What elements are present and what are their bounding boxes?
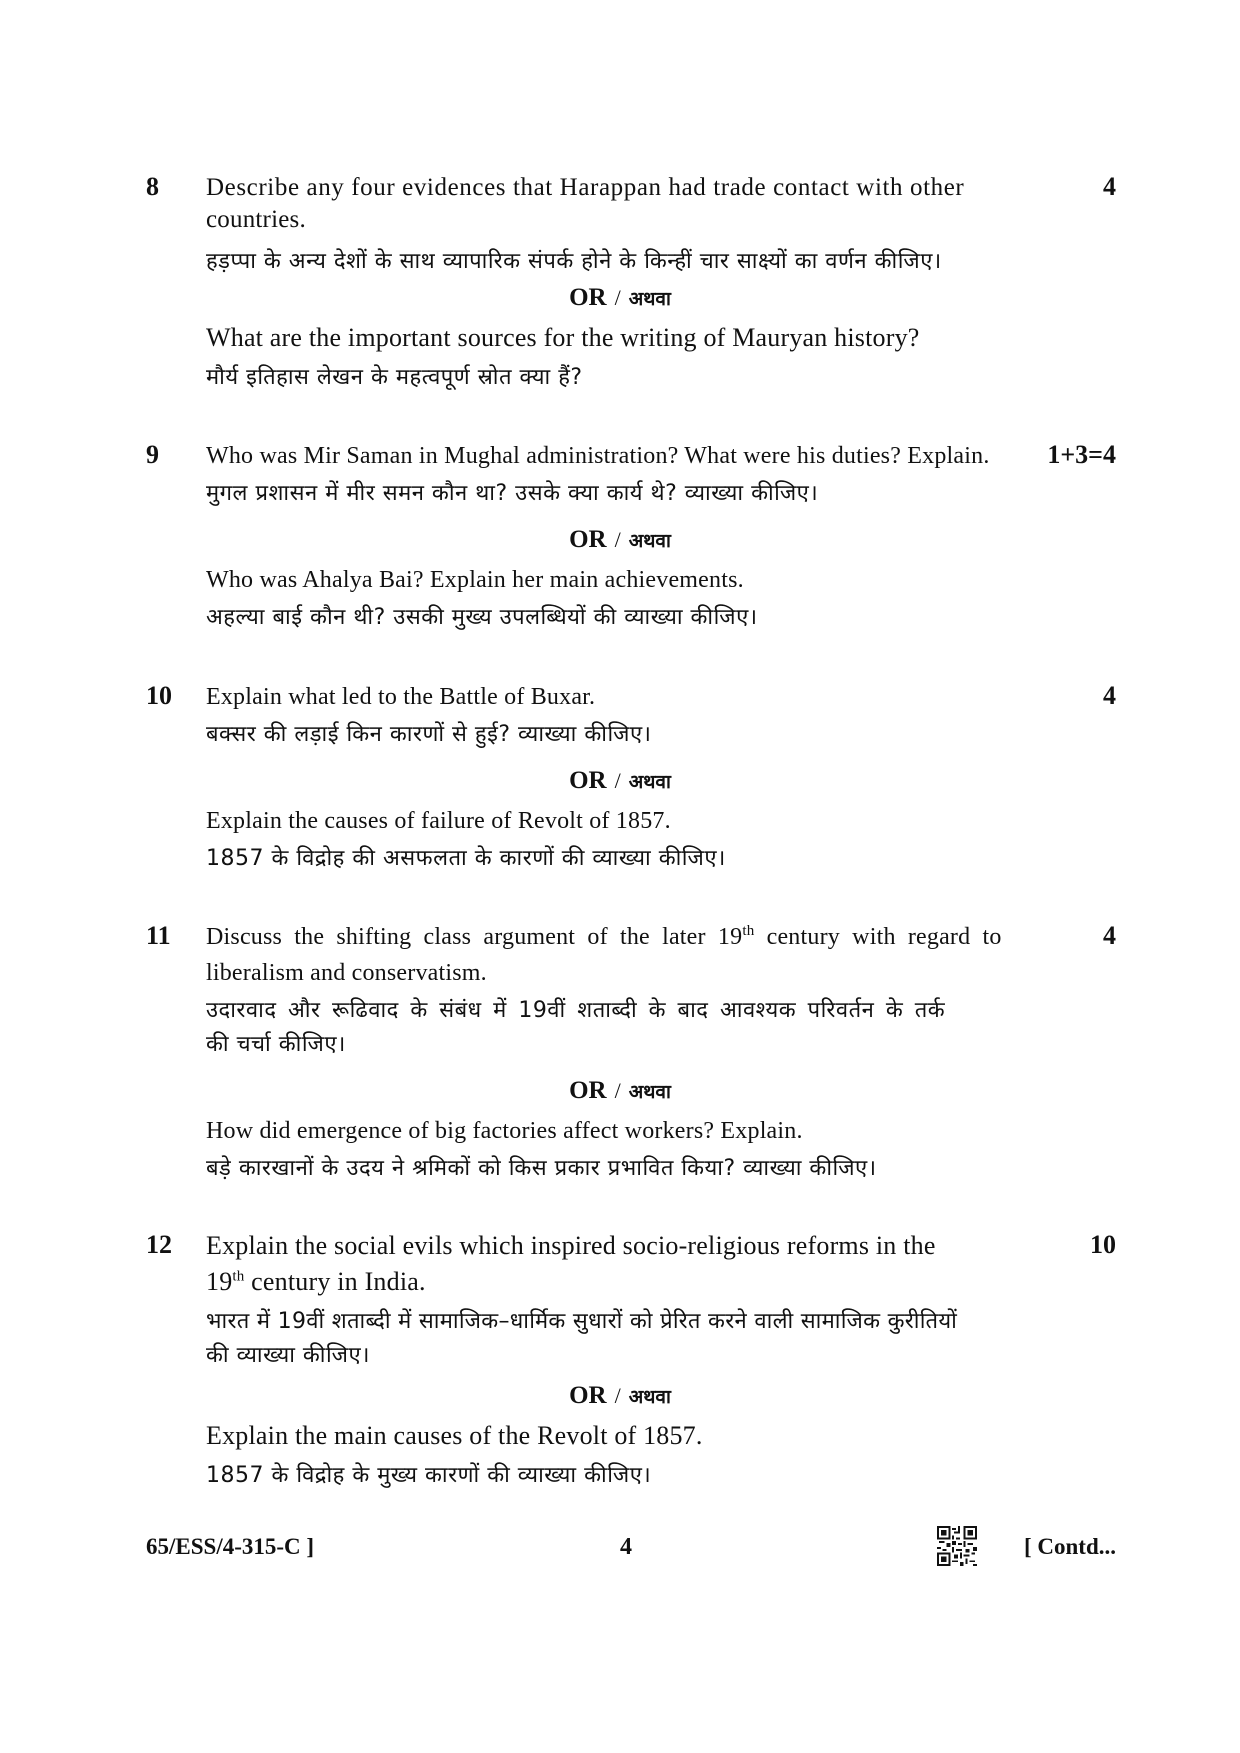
question-text-en: Explain what led to the Battle of Buxar. — [206, 684, 596, 710]
alternate-text-hi: मौर्य इतिहास लेखन के महत्वपूर्ण स्रोत क्या हैं? — [206, 365, 583, 390]
question-text-en-line-1 — [206, 921, 1036, 953]
ordinal-suffix: th — [742, 923, 755, 939]
or-slash: / — [614, 1078, 621, 1103]
or-slash: / — [614, 1383, 621, 1408]
ordinal-suffix: th — [232, 1268, 245, 1285]
or-slash: / — [614, 768, 621, 793]
question-text-hi: मुगल प्रशासन में मीर समन कौन था? उसके क्या कार्य थे? व्याख्या कीजिए। — [206, 481, 819, 506]
question-text-hi: बक्सर की लड़ाई किन कारणों से हुई? व्याख्या कीजिए। — [206, 722, 652, 747]
question-text-en-line-2: liberalism and conservatism. — [206, 960, 487, 986]
question-number: 9 — [146, 440, 159, 469]
or-label-hi: अथवा — [628, 1386, 671, 1408]
question-text-hi-line-2: की व्याख्या कीजिए। — [206, 1343, 371, 1368]
alternate-text-hi: अहल्या बाई कौन थी? उसकी मुख्य उपलब्धियों की व्याख्या कीजिए। — [206, 605, 758, 630]
paper-code: 65/ESS/4-315-C ] — [146, 1534, 315, 1559]
question-text-en-line-2 — [206, 1266, 1036, 1298]
question-text-hi: हड़प्पा के अन्य देशों के साथ व्यापारिक संपर्क होने के किन्हीं चार साक्ष्यों का वर्णन कीजिए। — [206, 249, 942, 274]
or-separator — [0, 1382, 1240, 1410]
question-text-en-part-a: Discuss the shifting class argument of the later 19 — [206, 924, 743, 950]
question-text-hi-line-2: की चर्चा कीजिए। — [206, 1032, 346, 1057]
or-label-hi: अथवा — [628, 771, 671, 793]
question-text-en-part-b: century with regard to — [754, 924, 1002, 950]
question-text-en-line-1: Describe any four evidences that Harappan had trade contact with other — [206, 174, 965, 201]
question-marks: 4 — [1103, 681, 1116, 710]
alternate-text-hi: 1857 के विद्रोह के मुख्य कारणों की व्याख्या कीजिए। — [206, 1463, 652, 1488]
question-text-en-part-a: 19 — [206, 1267, 233, 1296]
or-label-hi: अथवा — [628, 530, 671, 552]
question-marks: 10 — [1090, 1230, 1116, 1259]
or-label-en: OR — [569, 526, 607, 553]
or-label-en: OR — [569, 284, 607, 311]
or-label-en: OR — [569, 767, 607, 794]
or-label-hi: अथवा — [628, 1081, 671, 1103]
alternate-text-en: Who was Ahalya Bai? Explain her main achievements. — [206, 567, 744, 593]
or-separator — [0, 284, 1240, 312]
alternate-text-en: Explain the main causes of the Revolt of 1857. — [206, 1421, 703, 1450]
question-text-en-part-b: century in India. — [244, 1267, 426, 1296]
or-separator — [0, 767, 1240, 795]
question-marks: 1+3=4 — [1047, 440, 1116, 469]
or-label-hi: अथवा — [628, 288, 671, 310]
qr-code-icon — [937, 1526, 977, 1566]
or-slash: / — [614, 285, 621, 310]
alternate-text-hi: बड़े कारखानों के उदय ने श्रमिकों को किस प्रकार प्रभावित किया? व्याख्या कीजिए। — [206, 1156, 877, 1181]
question-number: 12 — [146, 1230, 172, 1259]
or-label-en: OR — [569, 1077, 607, 1104]
alternate-text-hi: 1857 के विद्रोह की असफलता के कारणों की व्याख्या कीजिए। — [206, 846, 726, 871]
or-slash: / — [614, 527, 621, 552]
question-text-en: Who was Mir Saman in Mughal administration? What were his duties? Explain. — [206, 443, 990, 469]
page-number: 4 — [620, 1534, 632, 1560]
question-text-en-line-2: countries. — [206, 206, 306, 233]
question-marks: 4 — [1103, 921, 1116, 950]
or-separator — [0, 526, 1240, 554]
alternate-text-en: How did emergence of big factories affect workers? Explain. — [206, 1118, 803, 1144]
question-number: 10 — [146, 681, 172, 710]
alternate-text-en: Explain the causes of failure of Revolt of 1857. — [206, 808, 671, 834]
alternate-text-en: What are the important sources for the writing of Mauryan history? — [206, 323, 920, 352]
question-text-hi-line-1: भारत में 19वीं शताब्दी में सामाजिक–धार्मिक सुधारों को प्रेरित करने वाली सामाजिक कुरीतियों — [206, 1309, 958, 1334]
question-number: 11 — [146, 921, 171, 950]
continued-label: [ Contd... — [1023, 1534, 1116, 1559]
question-text-hi-line-1: उदारवाद और रूढिवाद के संबंध में 19वीं शताब्दी के बाद आवश्यक परिवर्तन के तर्क — [206, 998, 946, 1023]
question-marks: 4 — [1103, 172, 1116, 201]
question-number: 8 — [146, 172, 159, 201]
question-text-en-line-1: Explain the social evils which inspired socio-religious reforms in the — [206, 1231, 936, 1260]
or-label-en: OR — [569, 1382, 607, 1409]
or-separator — [0, 1077, 1240, 1105]
page-footer — [0, 1524, 1240, 1584]
